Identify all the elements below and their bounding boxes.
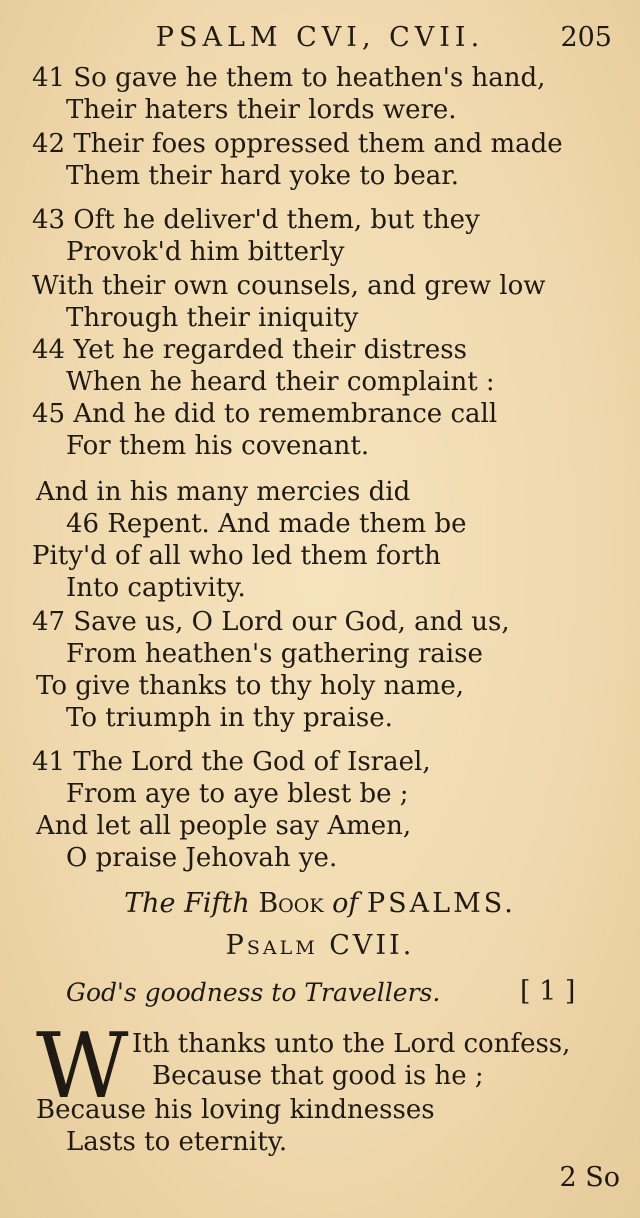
verse-number: 44 [32,335,66,365]
verse-text: To triumph in thy praise. [66,703,393,733]
psalm-subtitle: God's goodness to Travellers. [66,978,441,1007]
verse-line [32,398,497,430]
verse-number: 46 [66,509,100,539]
verse-text: Save us, O Lord our God, and us, [73,607,510,637]
verse-text: Through their iniquity [66,303,359,333]
verse-line [66,366,495,398]
verse-line [66,702,393,734]
verse-line [32,334,467,366]
verse-text: With their own counsels, and grew low [32,271,546,301]
verse-line [66,638,483,670]
verse-text: O praise Jehovah ye. [66,843,338,873]
running-title: PSALM CVI, CVII. [155,22,485,53]
verse-line [32,746,431,778]
book-heading-psalms: PSALMS. [366,888,516,919]
verse-line [32,270,546,302]
verse-text: The Lord the God of Israel, [73,747,431,777]
verse-number: 41 [32,747,66,777]
verse-number: 47 [32,607,66,637]
verse-line [36,476,410,508]
verse-number: 41 [32,63,66,93]
verse-number: 43 [32,205,66,235]
verse-line [36,1094,435,1126]
verse-line [32,128,563,160]
catchword: 2 So [559,1162,620,1193]
verse-text: Because his loving kindnesses [36,1095,435,1125]
verse-line [132,1028,570,1060]
verse-line [36,810,411,842]
book-heading-book: Book [258,888,324,919]
verse-number: 42 [32,129,66,159]
verse-text: Repent. And made them be [107,509,467,539]
verse-line [32,540,441,572]
book-heading-fifth: Fifth [184,888,250,919]
verse-text: Because that good is he ; [152,1061,484,1091]
verse-text: To give thanks to thy holy name, [36,671,465,701]
verse-text: Yet he regarded their distress [73,335,467,365]
verse-line [66,302,358,334]
verse-text: Their foes oppressed them and made [73,129,563,159]
verse-line [32,204,480,236]
verse-text: From aye to aye blest be ; [66,779,409,809]
verse-text: When he heard their complaint : [66,367,495,397]
verse-line [32,606,510,638]
verse-line [32,62,545,94]
psalm-heading: Psalm CVII. [225,930,415,961]
verse-text: And in his many mercies did [36,477,411,507]
page-number: 205 [560,22,612,53]
verse-text: From heathen's gathering raise [66,639,483,669]
verse-line [66,572,246,604]
verse-text: Oft he deliver'd them, but they [73,205,480,235]
verse-line [152,1060,484,1092]
verse-text: So gave he them to heathen's hand, [73,63,546,93]
drop-cap: W [36,1014,129,1119]
verse-text: Lasts to eternity. [66,1127,288,1157]
verse-line [66,430,369,462]
book-heading-the: The [124,888,176,919]
verse-line [66,236,344,268]
verse-text: Their haters their lords were. [66,95,457,125]
verse-number: 45 [32,399,66,429]
book-heading-of: of [332,888,359,919]
verse-line [66,1126,287,1158]
verse-text: Into captivity. [66,573,246,603]
verse-reference: [ 1 ] [520,976,576,1007]
verse-line [66,160,459,192]
verse-text: And let all people say Amen, [36,811,412,841]
book-heading [0,888,640,919]
verse-text: For them his covenant. [66,431,370,461]
verse-text: Provok'd him bitterly [66,237,345,267]
verse-line [36,670,464,702]
verse-text: And he did to remembrance call [73,399,498,429]
verse-text: Ith thanks unto the Lord confess, [132,1029,571,1059]
verse-line [66,508,466,540]
verse-line [66,842,337,874]
verse-line [66,778,409,810]
verse-line [66,94,457,126]
verse-text: Them their hard yoke to bear. [66,161,460,191]
verse-text: Pity'd of all who led them forth [32,541,441,571]
